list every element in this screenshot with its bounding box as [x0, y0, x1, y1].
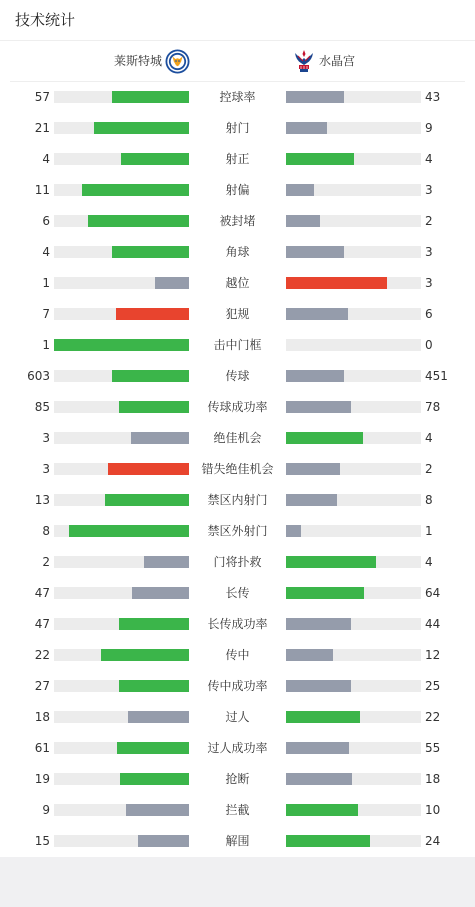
home-value: 13 [34, 493, 50, 507]
home-bar-fill [82, 184, 189, 196]
home-bar-fill [126, 804, 189, 816]
home-bar-track [54, 711, 189, 723]
stat-row [0, 831, 475, 851]
away-bar-fill [286, 432, 363, 444]
away-value: 10 [425, 803, 441, 817]
home-bar-fill [121, 153, 189, 165]
home-bar-track [54, 277, 189, 289]
home-bar-fill [128, 711, 189, 723]
stat-label: 拦截 [225, 803, 250, 817]
stat-row [0, 242, 475, 262]
stat-row [0, 304, 475, 324]
stat-row [0, 428, 475, 448]
home-bar-fill [112, 91, 189, 103]
home-value: 7 [42, 307, 50, 321]
away-value: 18 [425, 772, 441, 786]
home-bar-fill [108, 463, 189, 475]
home-bar-fill [138, 835, 189, 847]
away-bar-fill [286, 618, 351, 630]
home-value: 4 [42, 245, 50, 259]
home-bar-track [54, 463, 189, 475]
home-bar-fill [119, 618, 189, 630]
stat-label: 禁区外射门 [207, 524, 268, 538]
away-value: 4 [425, 555, 433, 569]
away-bar-track [286, 680, 421, 692]
stat-label: 传球成功率 [207, 400, 268, 414]
away-bar-fill [286, 525, 301, 537]
home-value: 8 [42, 524, 50, 538]
home-value: 3 [42, 431, 50, 445]
home-bar-fill [120, 773, 189, 785]
away-value: 55 [425, 741, 441, 755]
stat-label: 越位 [225, 276, 250, 290]
home-value: 85 [34, 400, 50, 414]
away-bar-track [286, 556, 421, 568]
away-value: 3 [425, 245, 433, 259]
away-bar-fill [286, 835, 370, 847]
stat-label: 解围 [225, 834, 250, 848]
away-bar-fill [286, 91, 344, 103]
stat-row [0, 583, 475, 603]
away-value: 0 [425, 338, 433, 352]
home-value: 15 [34, 834, 50, 848]
stat-row [0, 459, 475, 479]
home-bar-track [54, 339, 189, 351]
home-bar-track [54, 835, 189, 847]
away-bar-fill [286, 711, 360, 723]
home-bar-track [54, 401, 189, 413]
stat-row [0, 707, 475, 727]
home-bar-track [54, 184, 189, 196]
away-bar-track [286, 153, 421, 165]
away-bar-fill [286, 649, 333, 661]
home-bar-fill [69, 525, 189, 537]
home-bar-track [54, 525, 189, 537]
away-bar-track [286, 432, 421, 444]
stat-label: 过人成功率 [207, 741, 268, 755]
stat-row [0, 614, 475, 634]
leicester-fox-crest-icon [165, 49, 190, 74]
away-value: 9 [425, 121, 433, 135]
stat-row [0, 211, 475, 231]
home-value: 2 [42, 555, 50, 569]
home-bar-track [54, 246, 189, 258]
stat-row [0, 645, 475, 665]
away-bar-track [286, 835, 421, 847]
stat-label: 长传成功率 [207, 617, 268, 631]
away-value: 2 [425, 214, 433, 228]
away-value: 78 [425, 400, 441, 414]
away-bar-fill [286, 742, 349, 754]
home-bar-fill [155, 277, 189, 289]
away-bar-fill [286, 804, 358, 816]
home-bar-track [54, 494, 189, 506]
stat-row [0, 738, 475, 758]
stat-label: 传中 [225, 648, 250, 662]
away-bar-track [286, 587, 421, 599]
away-bar-fill [286, 153, 354, 165]
home-bar-track [54, 370, 189, 382]
stat-label: 门将扑救 [213, 555, 262, 569]
home-bar-track [54, 122, 189, 134]
home-value: 57 [34, 90, 50, 104]
home-bar-fill [94, 122, 189, 134]
away-bar-track [286, 246, 421, 258]
home-bar-fill [54, 339, 189, 351]
away-bar-track [286, 804, 421, 816]
stat-row [0, 521, 475, 541]
stat-row [0, 552, 475, 572]
away-value: 4 [425, 152, 433, 166]
away-value: 3 [425, 276, 433, 290]
away-bar-fill [286, 184, 314, 196]
home-value: 19 [34, 772, 50, 786]
home-bar-fill [88, 215, 189, 227]
away-bar-track [286, 618, 421, 630]
away-value: 2 [425, 462, 433, 476]
stat-row [0, 180, 475, 200]
stat-row [0, 800, 475, 820]
stat-label: 射正 [225, 152, 250, 166]
stat-row [0, 366, 475, 386]
away-bar-track [286, 308, 421, 320]
away-bar-fill [286, 401, 351, 413]
away-bar-fill [286, 773, 352, 785]
home-value: 21 [34, 121, 50, 135]
home-bar-track [54, 153, 189, 165]
stat-label: 被封堵 [219, 214, 256, 228]
away-bar-fill [286, 370, 344, 382]
stat-label: 长传 [225, 586, 250, 600]
away-bar-track [286, 494, 421, 506]
stat-label: 传球 [225, 369, 250, 383]
away-bar-track [286, 711, 421, 723]
home-bar-fill [101, 649, 189, 661]
home-bar-track [54, 649, 189, 661]
home-bar-fill [112, 246, 189, 258]
away-bar-track [286, 649, 421, 661]
stat-row [0, 118, 475, 138]
stat-label: 过人 [225, 710, 250, 724]
away-value: 1 [425, 524, 433, 538]
home-value: 603 [27, 369, 50, 383]
home-bar-fill [131, 432, 189, 444]
home-bar-fill [144, 556, 189, 568]
away-bar-track [286, 277, 421, 289]
home-bar-track [54, 742, 189, 754]
stat-row [0, 490, 475, 510]
away-value: 4 [425, 431, 433, 445]
home-bar-track [54, 91, 189, 103]
away-value: 8 [425, 493, 433, 507]
section-title: 技术统计 [15, 11, 76, 29]
home-value: 22 [34, 648, 50, 662]
stat-label: 绝佳机会 [213, 431, 262, 445]
stat-label: 角球 [225, 245, 250, 259]
crystal-palace-eagle-crest-icon [292, 48, 316, 74]
stat-label: 射偏 [225, 183, 250, 197]
stat-row [0, 273, 475, 293]
away-bar-track [286, 122, 421, 134]
away-bar-track [286, 215, 421, 227]
away-bar-fill [286, 556, 376, 568]
stat-label: 射门 [225, 121, 250, 135]
away-value: 43 [425, 90, 441, 104]
away-bar-track [286, 742, 421, 754]
home-value: 11 [34, 183, 50, 197]
home-bar-track [54, 556, 189, 568]
home-bar-track [54, 680, 189, 692]
away-bar-track [286, 773, 421, 785]
home-bar-fill [132, 587, 189, 599]
stat-label: 错失绝佳机会 [201, 462, 274, 476]
away-bar-fill [286, 246, 344, 258]
home-value: 1 [42, 276, 50, 290]
away-bar-fill [286, 308, 348, 320]
away-bar-track [286, 370, 421, 382]
stat-row [0, 87, 475, 107]
stat-label: 禁区内射门 [207, 493, 268, 507]
away-bar-fill [286, 122, 327, 134]
away-value: 6 [425, 307, 433, 321]
away-bar-fill [286, 680, 351, 692]
home-value: 18 [34, 710, 50, 724]
stat-label: 抢断 [225, 772, 250, 786]
bottom-area [0, 857, 475, 907]
home-value: 61 [34, 741, 50, 755]
stat-label: 犯规 [225, 307, 250, 321]
stat-label: 传中成功率 [207, 679, 268, 693]
away-value: 24 [425, 834, 441, 848]
home-bar-fill [119, 401, 189, 413]
home-bar-fill [112, 370, 189, 382]
away-bar-track [286, 525, 421, 537]
stat-row [0, 335, 475, 355]
home-bar-track [54, 618, 189, 630]
home-value: 6 [42, 214, 50, 228]
home-bar-track [54, 215, 189, 227]
away-bar-fill [286, 587, 364, 599]
away-value: 25 [425, 679, 441, 693]
home-value: 4 [42, 152, 50, 166]
home-value: 1 [42, 338, 50, 352]
home-value: 9 [42, 803, 50, 817]
home-bar-fill [105, 494, 189, 506]
home-bar-track [54, 804, 189, 816]
home-bar-track [54, 773, 189, 785]
away-bar-track [286, 401, 421, 413]
away-bar-track [286, 91, 421, 103]
home-team-name: 莱斯特城 [113, 54, 162, 68]
home-value: 27 [34, 679, 50, 693]
away-value: 12 [425, 648, 441, 662]
home-bar-track [54, 308, 189, 320]
away-value: 3 [425, 183, 433, 197]
away-value: 22 [425, 710, 441, 724]
home-value: 47 [34, 617, 50, 631]
away-team-name: 水晶宫 [319, 54, 356, 68]
home-value: 47 [34, 586, 50, 600]
away-bar-track [286, 184, 421, 196]
away-bar-fill [286, 277, 387, 289]
stat-row [0, 149, 475, 169]
home-bar-track [54, 587, 189, 599]
away-bar-fill [286, 463, 340, 475]
teams-divider [10, 81, 465, 82]
away-value: 64 [425, 586, 441, 600]
stat-row [0, 769, 475, 789]
away-value: 451 [425, 369, 448, 383]
stat-label: 击中门框 [213, 338, 262, 352]
stat-label: 控球率 [219, 90, 256, 104]
home-bar-fill [119, 680, 189, 692]
away-value: 44 [425, 617, 441, 631]
home-bar-track [54, 432, 189, 444]
teams-header [0, 41, 475, 81]
away-bar-track [286, 339, 421, 351]
away-bar-fill [286, 215, 320, 227]
home-value: 3 [42, 462, 50, 476]
stat-row [0, 676, 475, 696]
home-bar-fill [117, 742, 189, 754]
away-bar-track [286, 463, 421, 475]
stat-row [0, 397, 475, 417]
home-bar-fill [116, 308, 189, 320]
away-bar-fill [286, 494, 337, 506]
